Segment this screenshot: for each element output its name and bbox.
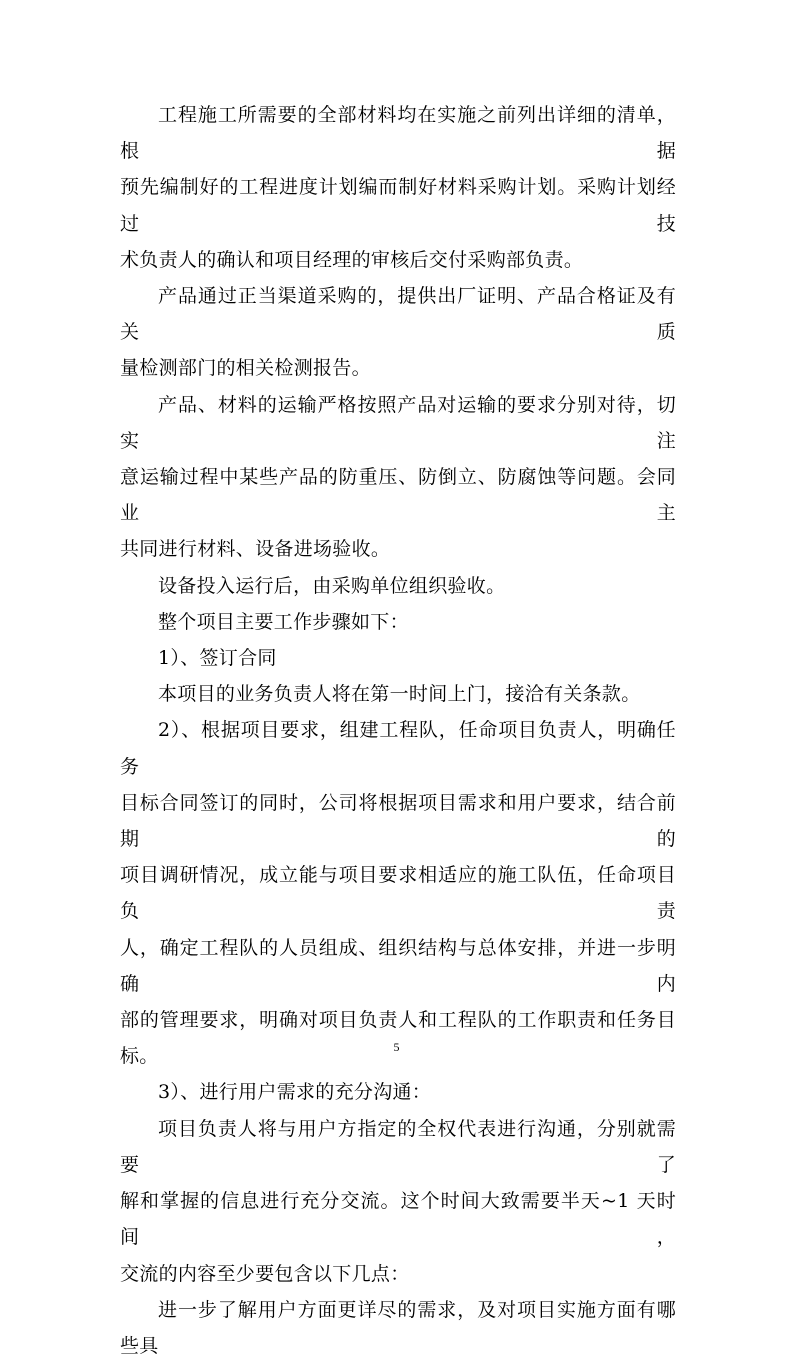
paragraph bbox=[120, 712, 676, 1074]
document-body bbox=[120, 97, 676, 1364]
page-number: 5 bbox=[393, 1040, 400, 1054]
text-line: 项目调研情况，成立能与项目要求相适应的施工队伍，任命项目负责 bbox=[120, 864, 676, 923]
paragraph bbox=[120, 640, 676, 676]
text-line: 部的管理要求，明确对项目负责人和工程队的工作职责和任务目标。 bbox=[120, 1009, 676, 1068]
text-line: 工程施工所需要的全部材料均在实施之前列出详细的清单，根据 bbox=[120, 104, 676, 163]
text-line: 人，确定工程队的人员组成、组织结构与总体安排，并进一步明确内 bbox=[120, 936, 676, 995]
text-line: 术负责人的确认和项目经理的审核后交付采购部负责。 bbox=[120, 248, 584, 271]
text-line: 预先编制好的工程进度计划编而制好材料采购计划。采购计划经过技 bbox=[120, 176, 676, 235]
text-line: 本项目的业务负责人将在第一时间上门，接洽有关条款。 bbox=[158, 683, 641, 706]
text-line: 解和掌握的信息进行充分交流。这个时间大致需要半天~1 天时间， bbox=[120, 1190, 676, 1249]
paragraph bbox=[120, 604, 676, 640]
text-line: 2）、根据项目要求，组建工程队，任命项目负责人，明确任务 bbox=[120, 719, 676, 778]
text-line: 3）、进行用户需求的充分沟通： bbox=[158, 1081, 432, 1104]
text-line: 量检测部门的相关检测报告。 bbox=[120, 357, 371, 380]
paragraph bbox=[120, 387, 676, 568]
text-line: 进一步了解用户方面更详尽的需求，及对项目实施方面有哪些具 bbox=[120, 1298, 676, 1357]
text-line: 意运输过程中某些产品的防重压、防倒立、防腐蚀等问题。会同业主 bbox=[120, 466, 676, 525]
paragraph bbox=[120, 568, 676, 604]
text-line: 交流的内容至少要包含以下几点： bbox=[120, 1262, 410, 1285]
paragraph bbox=[120, 97, 676, 278]
paragraph bbox=[120, 278, 676, 387]
text-line: 共同进行材料、设备进场验收。 bbox=[120, 538, 391, 561]
text-line: 产品通过正当渠道采购的，提供出厂证明、产品合格证及有关质 bbox=[120, 285, 676, 344]
text-line: 整个项目主要工作步骤如下： bbox=[158, 610, 409, 633]
text-line: 1）、签订合同 bbox=[158, 647, 277, 670]
text-line: 目标合同签订的同时，公司将根据项目需求和用户要求，结合前期的 bbox=[120, 791, 676, 851]
text-line: 设备投入运行后，由采购单位组织验收。 bbox=[158, 574, 506, 597]
paragraph bbox=[120, 1111, 676, 1292]
paragraph bbox=[120, 1074, 676, 1110]
text-line: 项目负责人将与用户方指定的全权代表进行沟通，分别就需要了 bbox=[120, 1117, 676, 1176]
paragraph bbox=[120, 1292, 676, 1364]
text-line: 产品、材料的运输严格按照产品对运输的要求分别对待，切实注 bbox=[120, 393, 676, 452]
paragraph bbox=[120, 676, 676, 712]
